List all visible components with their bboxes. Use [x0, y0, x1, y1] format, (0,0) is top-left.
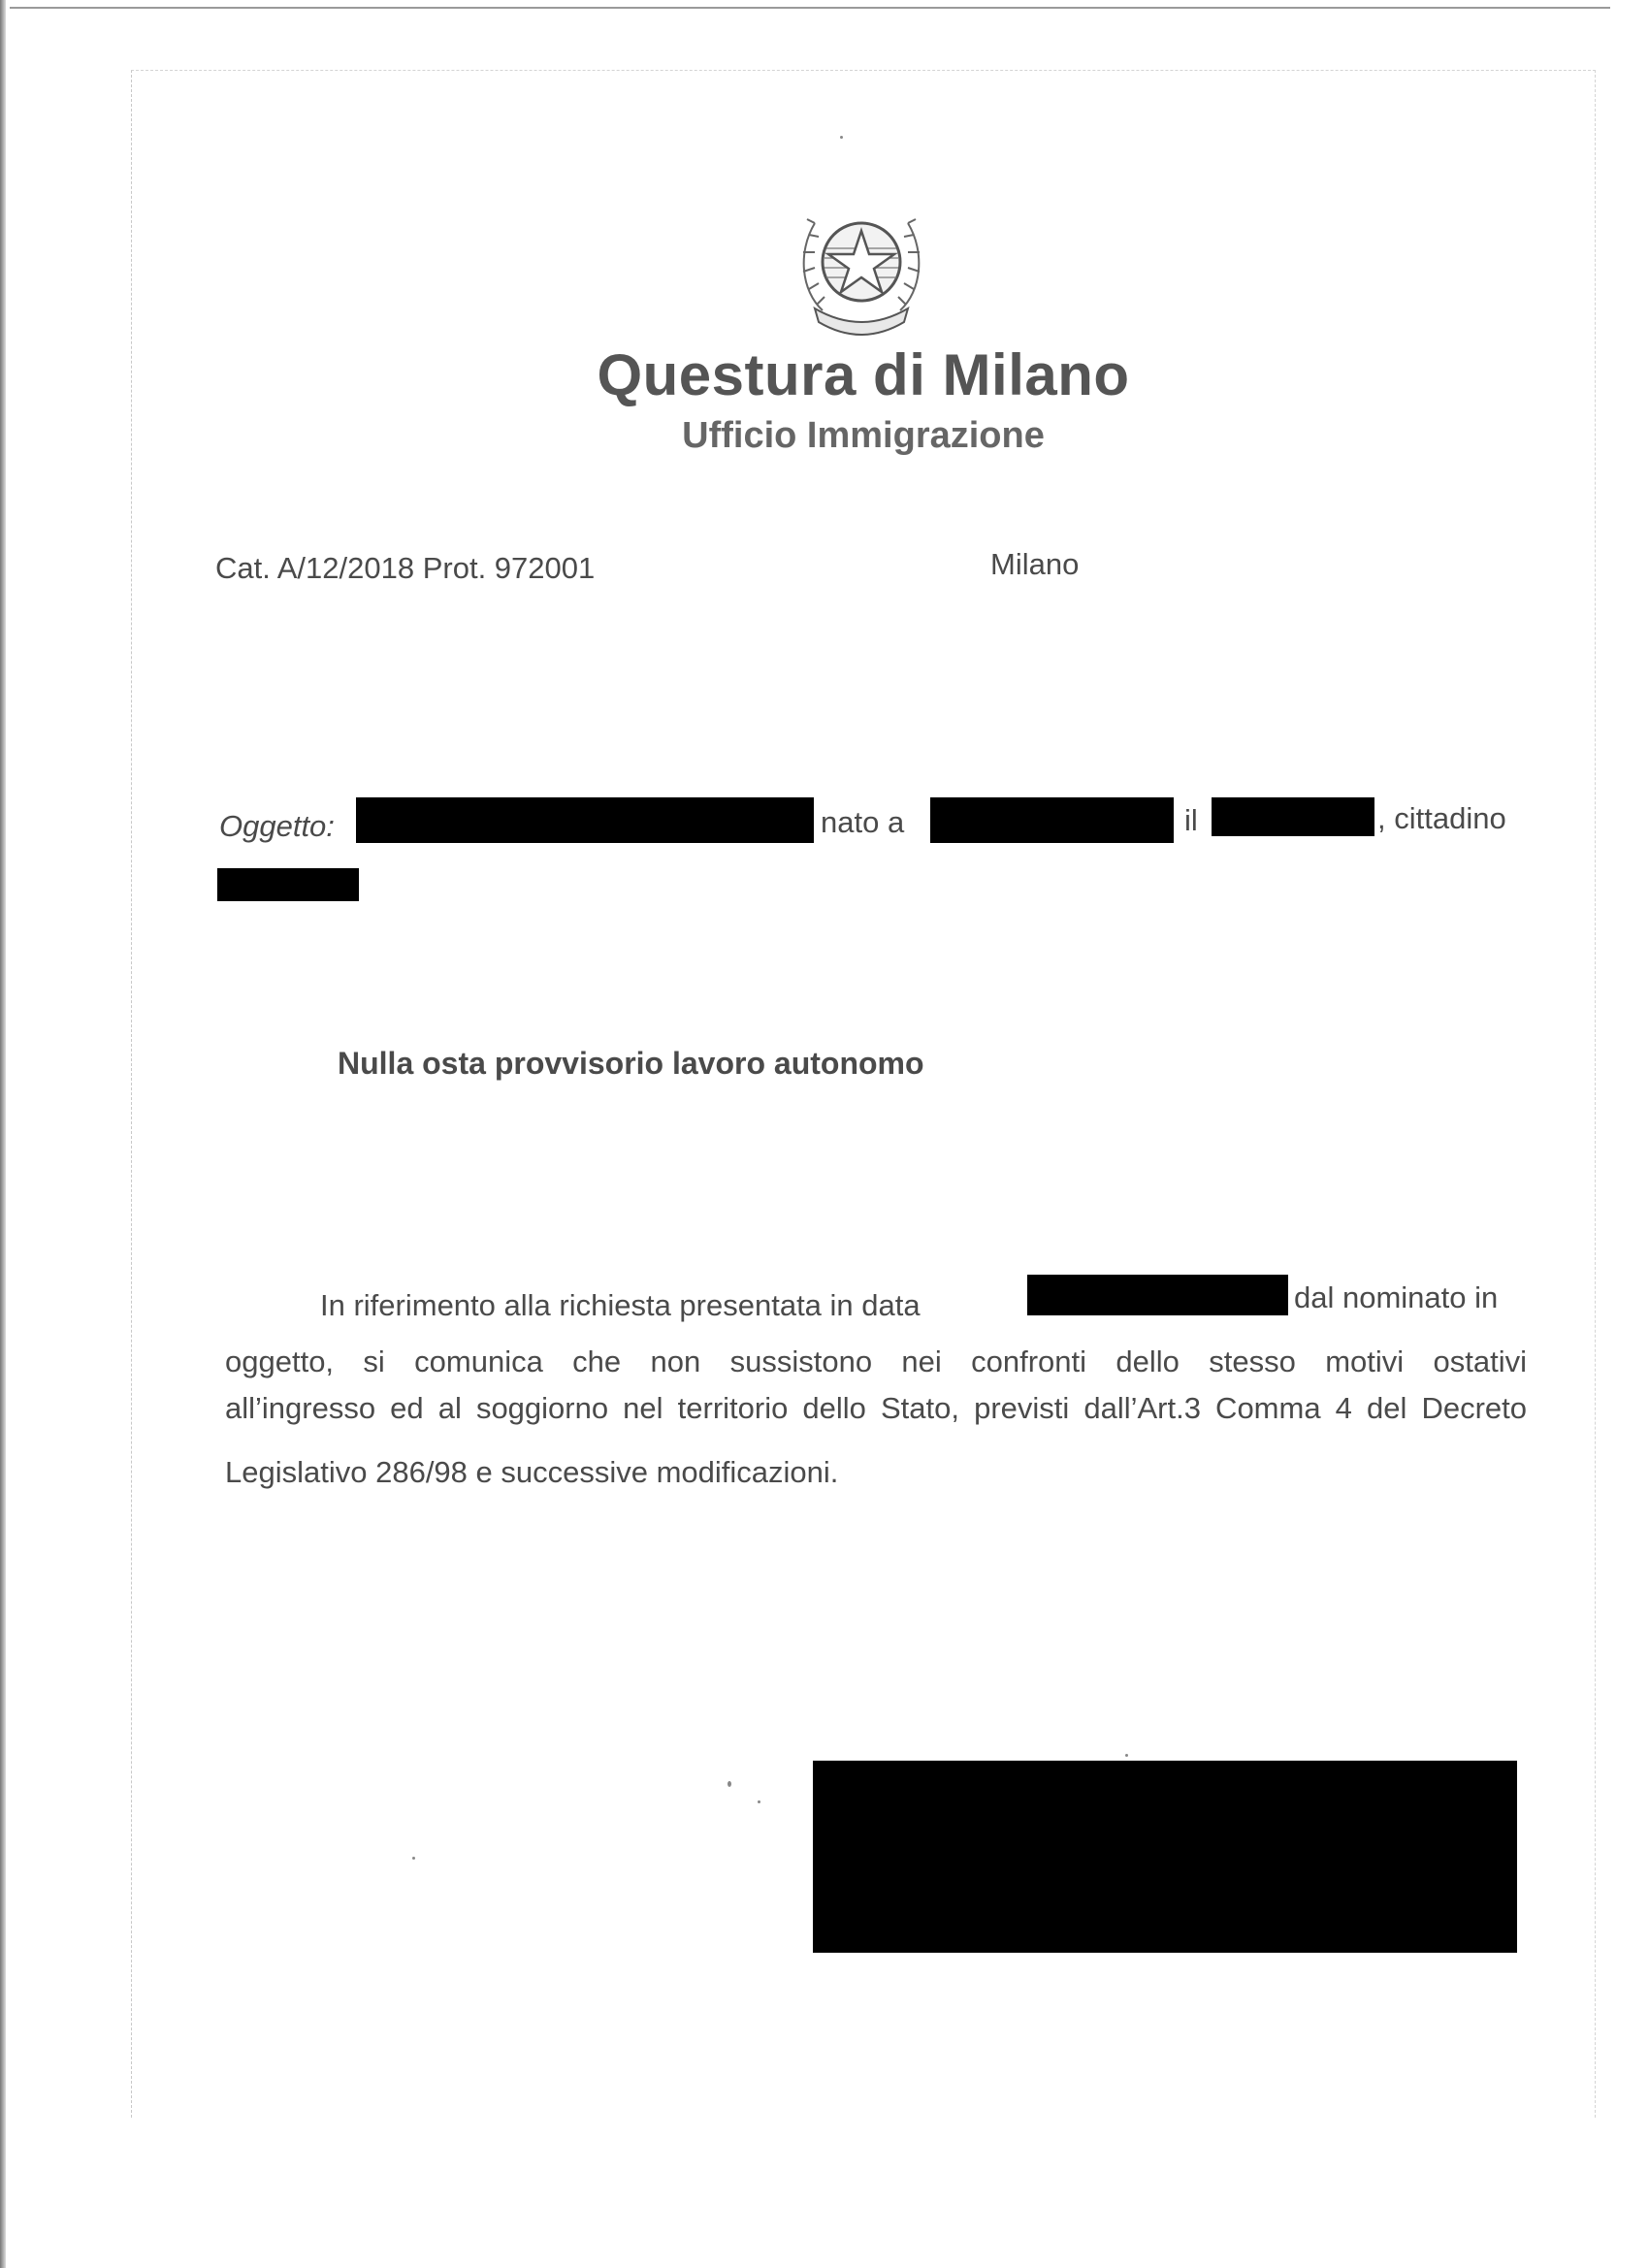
scan-speck: [1125, 1754, 1128, 1757]
scan-speck: [840, 136, 843, 139]
scan-edge: [0, 0, 6, 2268]
redacted-name: [356, 797, 814, 843]
date-prefix-label: il: [1184, 803, 1198, 837]
scan-speck: [758, 1800, 760, 1803]
state-emblem-icon: [793, 194, 929, 341]
born-in-label: nato a: [821, 805, 905, 839]
body-line-1: In riferimento alla richiesta presentata in data: [320, 1288, 921, 1322]
office-title: Questura di Milano: [597, 342, 1130, 407]
protocol-number: Cat. A/12/2018 Prot. 972001: [215, 551, 596, 585]
body-line-3: all’ingresso ed al soggiorno nel territorio dello Stato, previsti dall’Art.3 Comma 4 del Decreto: [225, 1391, 1527, 1425]
body-line-4: Legislativo 286/98 e successive modificazioni.: [225, 1455, 839, 1489]
redacted-birthplace: [930, 797, 1174, 843]
citizen-label: , cittadino: [1377, 801, 1506, 835]
scan-speck: [728, 1781, 731, 1787]
city-label: Milano: [990, 547, 1080, 581]
scan-speck: [412, 1857, 415, 1860]
department-subtitle: Ufficio Immigrazione: [682, 415, 1045, 456]
redacted-nationality: [217, 868, 359, 901]
redacted-birthdate: [1212, 797, 1374, 836]
redacted-signature-block: [813, 1761, 1517, 1953]
document-heading: Nulla osta provvisorio lavoro autonomo: [338, 1046, 924, 1081]
subject-label: Oggetto:: [219, 809, 335, 843]
redacted-request-date: [1027, 1275, 1288, 1315]
scan-top-edge: [10, 7, 1610, 9]
body-line-2: oggetto, si comunica che non sussistono nei confronti dello stesso motivi ostativi: [225, 1345, 1527, 1378]
body-line-1-end: dal nominato in: [1294, 1280, 1499, 1314]
